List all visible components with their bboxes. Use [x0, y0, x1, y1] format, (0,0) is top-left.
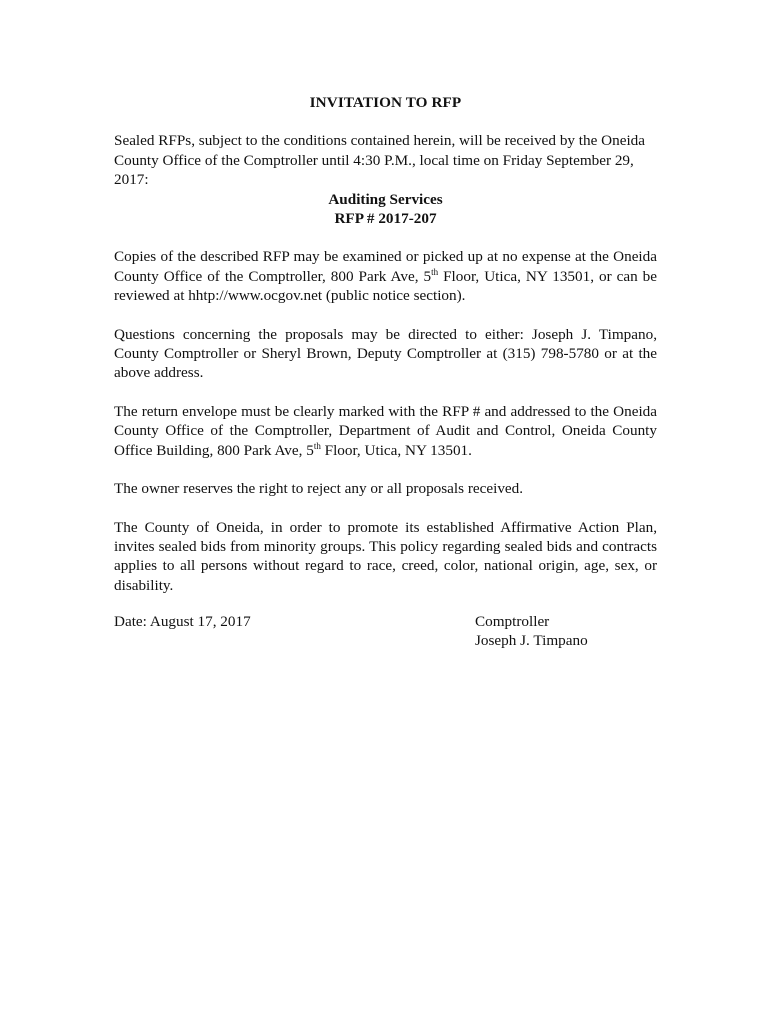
- signer-name: Joseph J. Timpano: [475, 632, 588, 650]
- copies-text-part1: Copies of the described RFP may be examined or picked up at no expense at the Oneida County Office of the Comptroller, 800 Park Ave, 5: [114, 248, 657, 285]
- rfp-number: RFP # 2017-207: [334, 210, 437, 228]
- document-title: INVITATION TO RFP: [309, 94, 462, 111]
- return-superscript: th: [313, 440, 321, 451]
- copies-superscript: th: [431, 266, 439, 277]
- service-name: Auditing Services: [328, 190, 443, 208]
- signer-block: [475, 612, 588, 651]
- document-body: [114, 93, 657, 595]
- return-text-part1: The return envelope must be clearly marked with the RFP # and addressed to the Oneida County Office of the Comptroller, Department of Audit and Control, Oneida County Office Building, 800 Park Ave, 5: [114, 402, 657, 459]
- copies-paragraph: [114, 247, 657, 305]
- intro-paragraph: Sealed RFPs, subject to the conditions contained herein, will be received by the Oneida County Office of the Comptroller until 4:30 P.M., local time on Friday September 29, 2017:: [114, 132, 646, 189]
- signer-title: Comptroller: [475, 613, 550, 630]
- date-line: Date: August 17, 2017: [114, 613, 251, 630]
- affirmative-action-paragraph: The County of Oneida, in order to promote its established Affirmative Action Plan, invites sealed bids from minority groups. This policy regarding sealed bids and contracts applies to all persons without regard to race, creed, color, national origin, age, sex, or disability.: [114, 518, 657, 594]
- questions-paragraph: Questions concerning the proposals may be directed to either: Joseph J. Timpano, County Comptroller or Sheryl Brown, Deputy Comptroller at (315) 798-5780 or at the above address.: [114, 325, 657, 382]
- reserve-paragraph: The owner reserves the right to reject any or all proposals received.: [114, 480, 524, 498]
- copies-text-part2: Floor, Utica, NY 13501, or can be reviewed at hhtp://www.ocgov.net (public notice section).: [114, 267, 658, 305]
- return-text-part2: Floor, Utica, NY 13501.: [320, 441, 472, 459]
- return-envelope-paragraph: [114, 402, 657, 460]
